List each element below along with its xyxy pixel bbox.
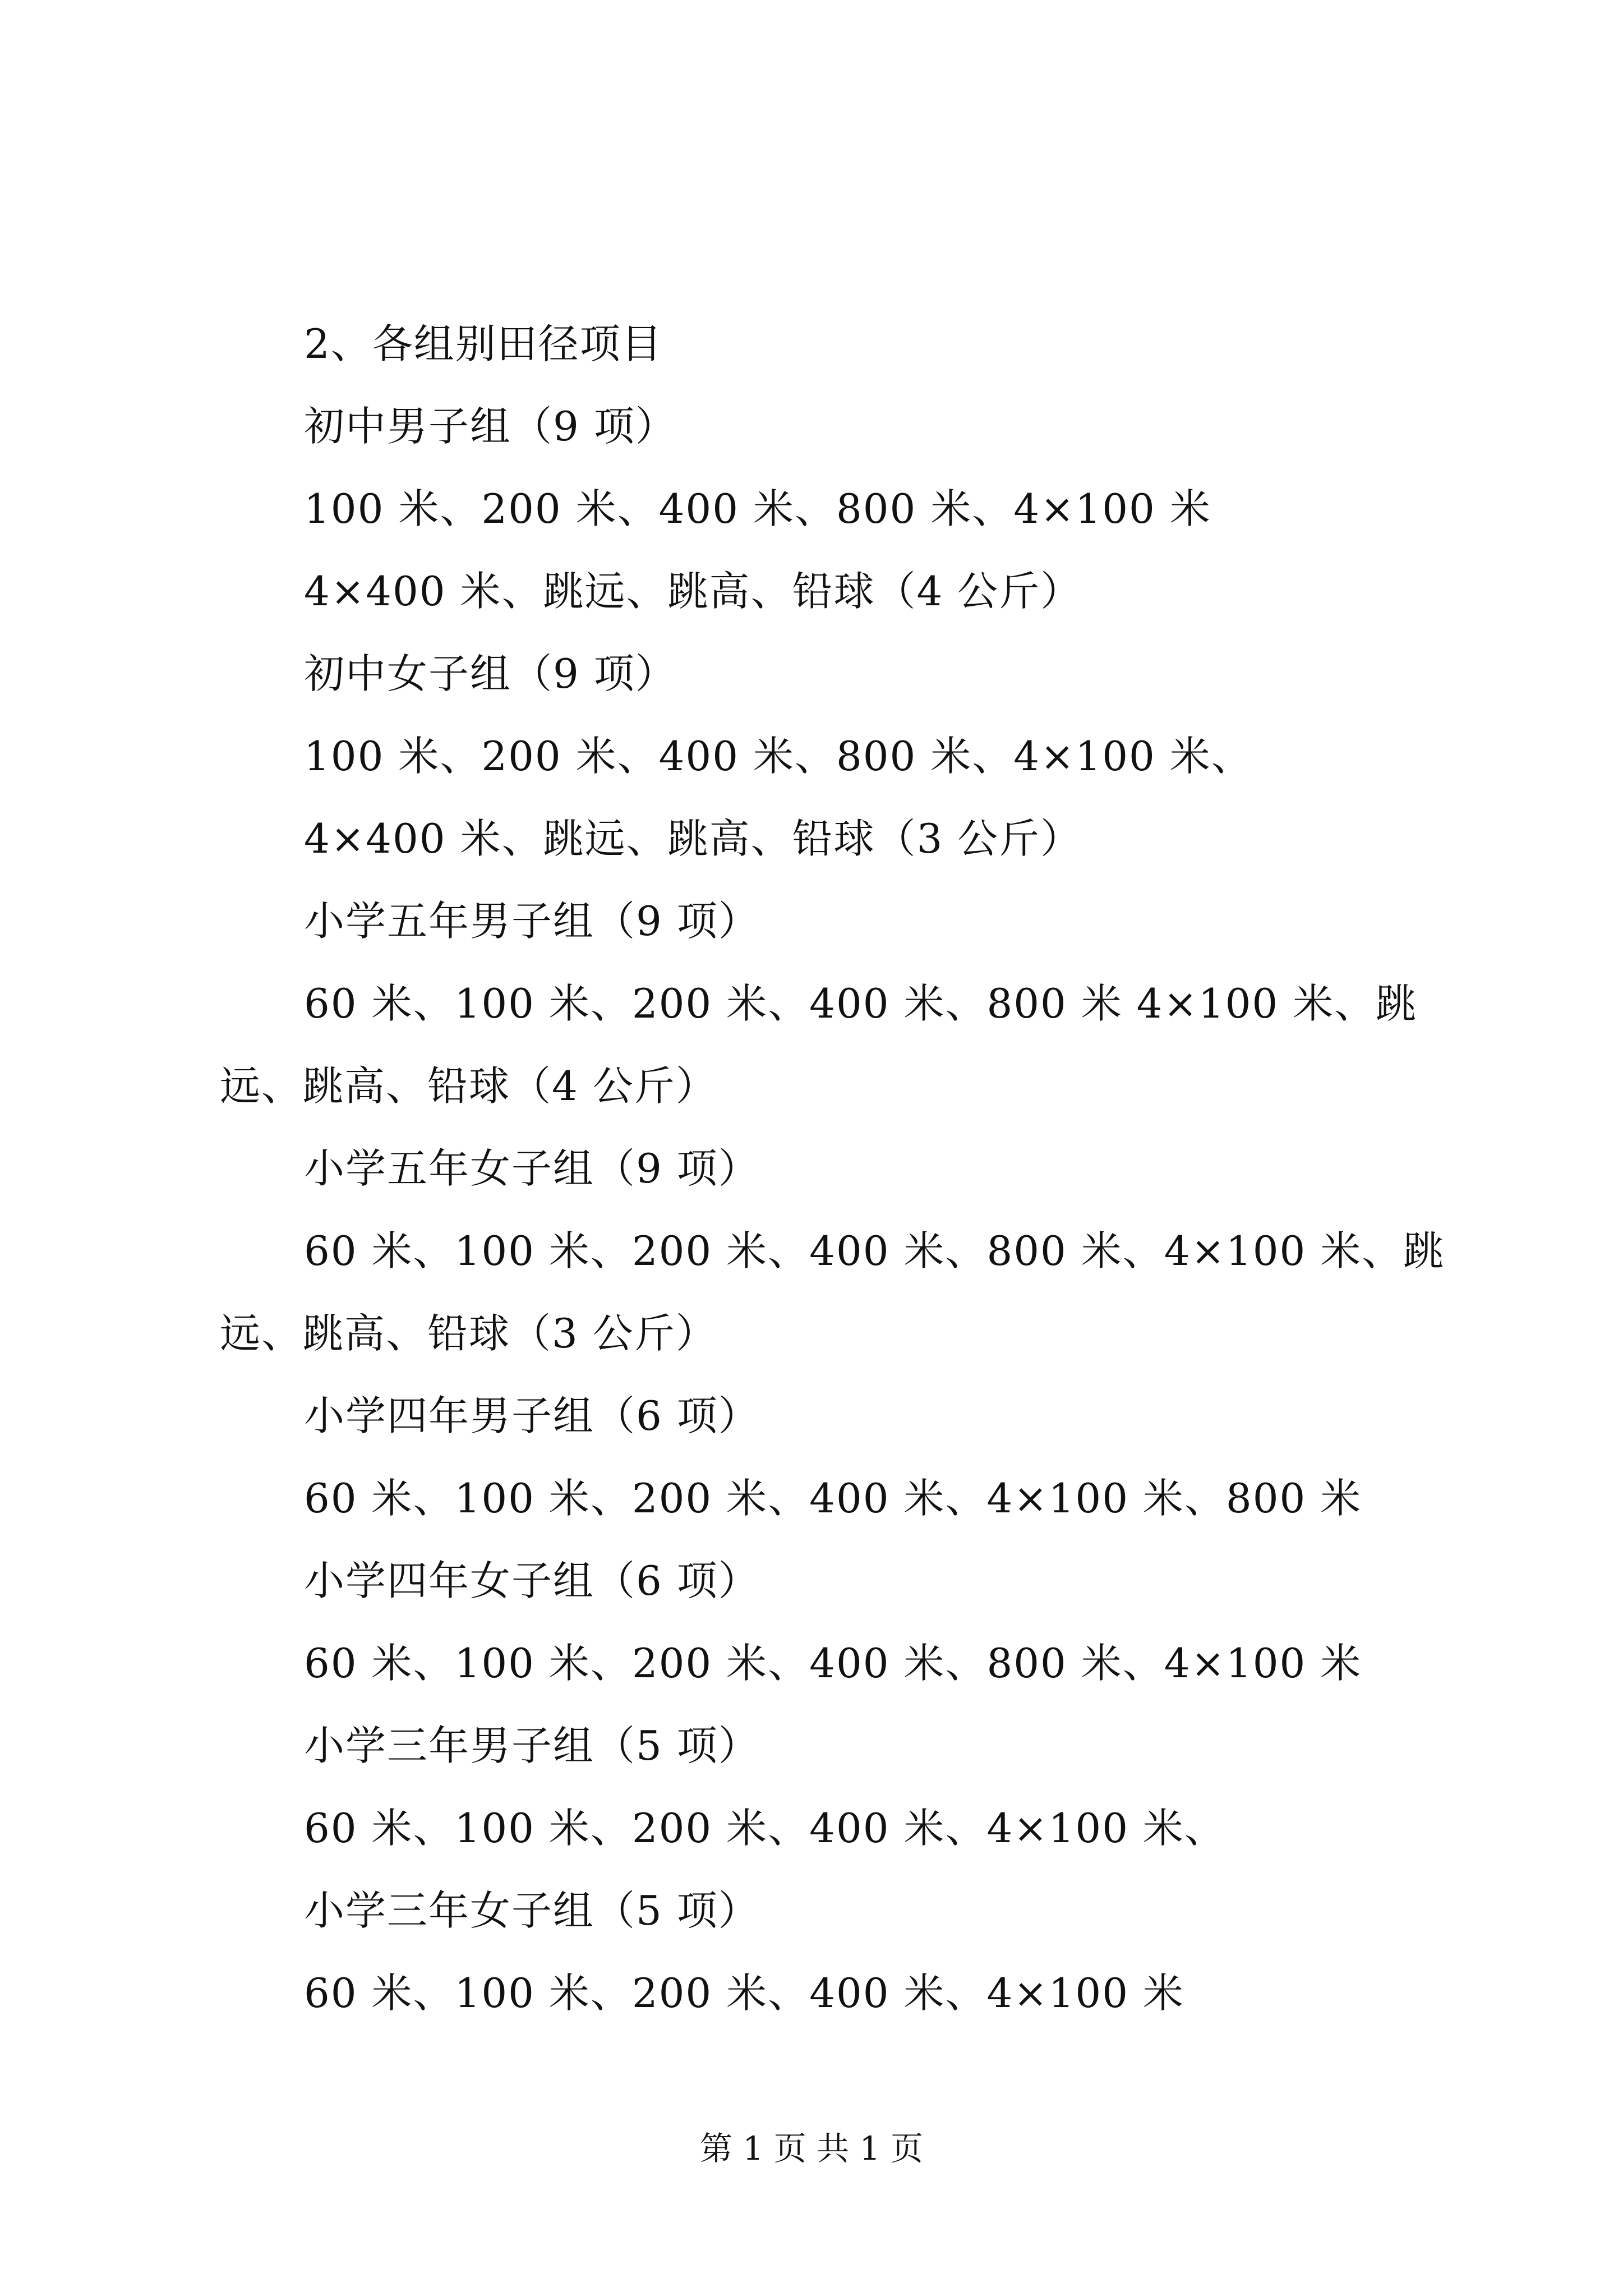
group-title-junior-girls: 初中女子组（9 项）: [304, 650, 677, 697]
events-paragraph: 60 米、100 米、200 米、400 米、800 米 4×100 米、跳远、跳高、铅球（4 公斤）: [220, 980, 1418, 1110]
events-line: 60 米、100 米、200 米、400 米、4×100 米、: [304, 1805, 1226, 1852]
events-line: 100 米、200 米、400 米、800 米、4×100 米: [304, 485, 1211, 532]
group-title-grade4-girls: 小学四年女子组（6 项）: [304, 1557, 760, 1604]
events-line: 60 米、100 米、200 米、400 米、4×100 米、800 米: [304, 1475, 1362, 1522]
section-heading: 2、各组别田径项目: [304, 320, 663, 367]
events-line: 60 米、100 米、200 米、400 米、800 米、4×100 米: [304, 1640, 1362, 1687]
page-footer: 第 1 页 共 1 页: [700, 2129, 923, 2168]
events-paragraph: 60 米、100 米、200 米、400 米、800 米、4×100 米、跳远、跳高、铅球（3 公斤）: [220, 1227, 1445, 1357]
group-title-grade4-boys: 小学四年男子组（6 项）: [304, 1392, 760, 1439]
events-line: 4×400 米、跳远、跳高、铅球（4 公斤）: [304, 568, 1082, 615]
events-line: 60 米、100 米、200 米、400 米、4×100 米: [304, 1970, 1184, 2017]
group-title-grade3-girls: 小学三年女子组（5 项）: [304, 1887, 760, 1934]
group-title-junior-boys: 初中男子组（9 项）: [304, 403, 677, 450]
group-title-grade5-boys: 小学五年男子组（9 项）: [304, 898, 760, 945]
events-line: 4×400 米、跳远、跳高、铅球（3 公斤）: [304, 815, 1082, 862]
group-title-grade3-boys: 小学三年男子组（5 项）: [304, 1722, 760, 1769]
group-title-grade5-girls: 小学五年女子组（9 项）: [304, 1145, 760, 1192]
document-body: [220, 303, 1476, 2035]
events-line: 100 米、200 米、400 米、800 米、4×100 米、: [304, 733, 1253, 780]
